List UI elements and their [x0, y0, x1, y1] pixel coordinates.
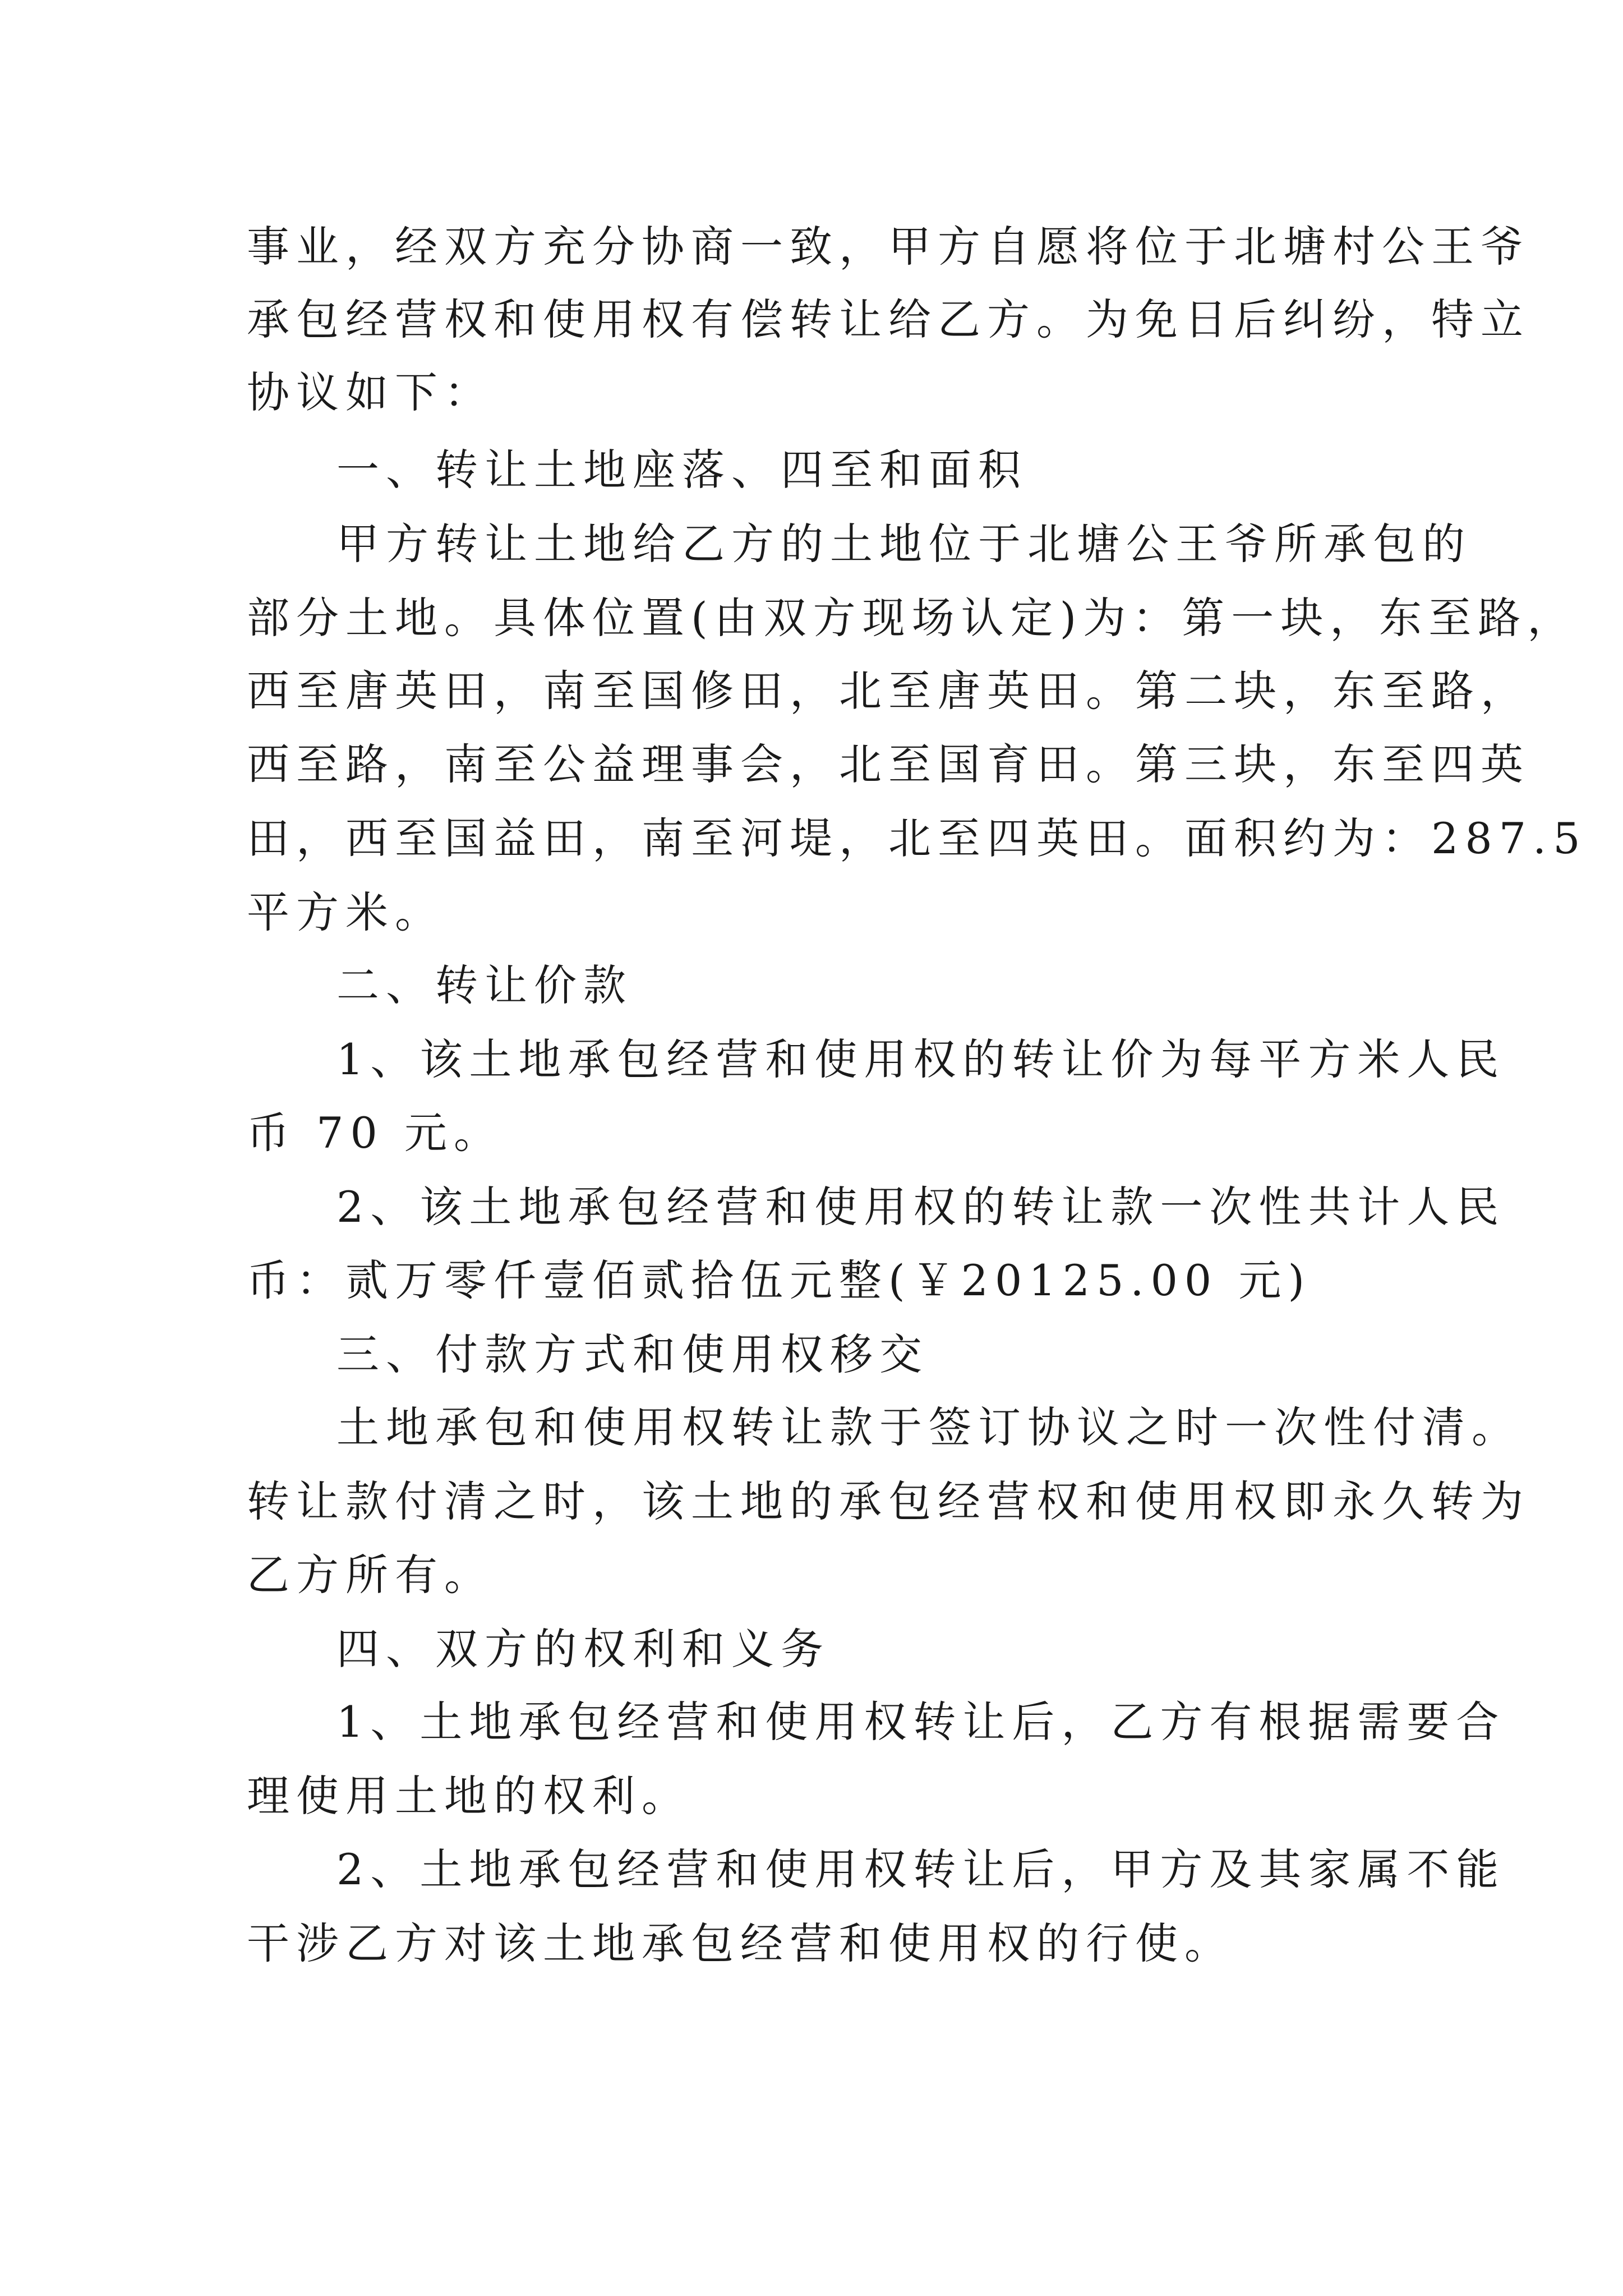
text-line: 土地承包和使用权转让款于签订协议之时一次性付清。: [336, 1402, 1521, 1452]
section-heading: 三、付款方式和使用权移交: [336, 1329, 929, 1379]
text-line: 1、该土地承包经营和使用权的转让价为每平方米人民: [336, 1034, 1506, 1084]
text-line: 西至唐英田，南至国修田，北至唐英田。第二块，东至路，: [247, 666, 1530, 716]
text-line: 2、该土地承包经营和使用权的转让款一次性共计人民: [336, 1182, 1506, 1232]
text-line: 币：贰万零仟壹佰贰拾伍元整(￥20125.00 元): [247, 1255, 1312, 1305]
text-line: 转让款付清之时，该土地的承包经营权和使用权即永久转为: [247, 1476, 1530, 1526]
text-line: 干涉乙方对该土地承包经营和使用权的行使。: [247, 1918, 1234, 1968]
text-line: 西至路，南至公益理事会，北至国育田。第三块，东至四英: [247, 739, 1530, 789]
text-line: 2、土地承包经营和使用权转让后，甲方及其家属不能: [336, 1844, 1506, 1894]
section-heading: 四、双方的权利和义务: [336, 1624, 830, 1674]
text-line: 甲方转让土地给乙方的土地位于北塘公王爷所承包的: [336, 519, 1472, 569]
text-line: 平方米。: [247, 887, 444, 937]
section-heading: 一、转让土地座落、四至和面积: [336, 445, 1027, 495]
text-line: 乙方所有。: [247, 1550, 494, 1600]
text-line: 承包经营权和使用权有偿转让给乙方。为免日后纠纷，特立: [247, 295, 1530, 344]
section-heading: 二、转让价款: [336, 960, 633, 1010]
text-line: 部分土地。具体位置(由双方现场认定)为：第一块，东至路，: [247, 593, 1577, 643]
text-line: 田，西至国益田，南至河堤，北至四英田。面积约为：287.5: [247, 813, 1587, 863]
text-line: 1、土地承包经营和使用权转让后，乙方有根据需要合: [336, 1697, 1506, 1747]
text-line: 币 70 元。: [247, 1108, 504, 1158]
text-line: 协议如下：: [247, 367, 494, 417]
text-line: 理使用土地的权利。: [247, 1771, 691, 1821]
text-line: 事业，经双方充分协商一致，甲方自愿将位于北塘村公王爷: [247, 222, 1530, 272]
